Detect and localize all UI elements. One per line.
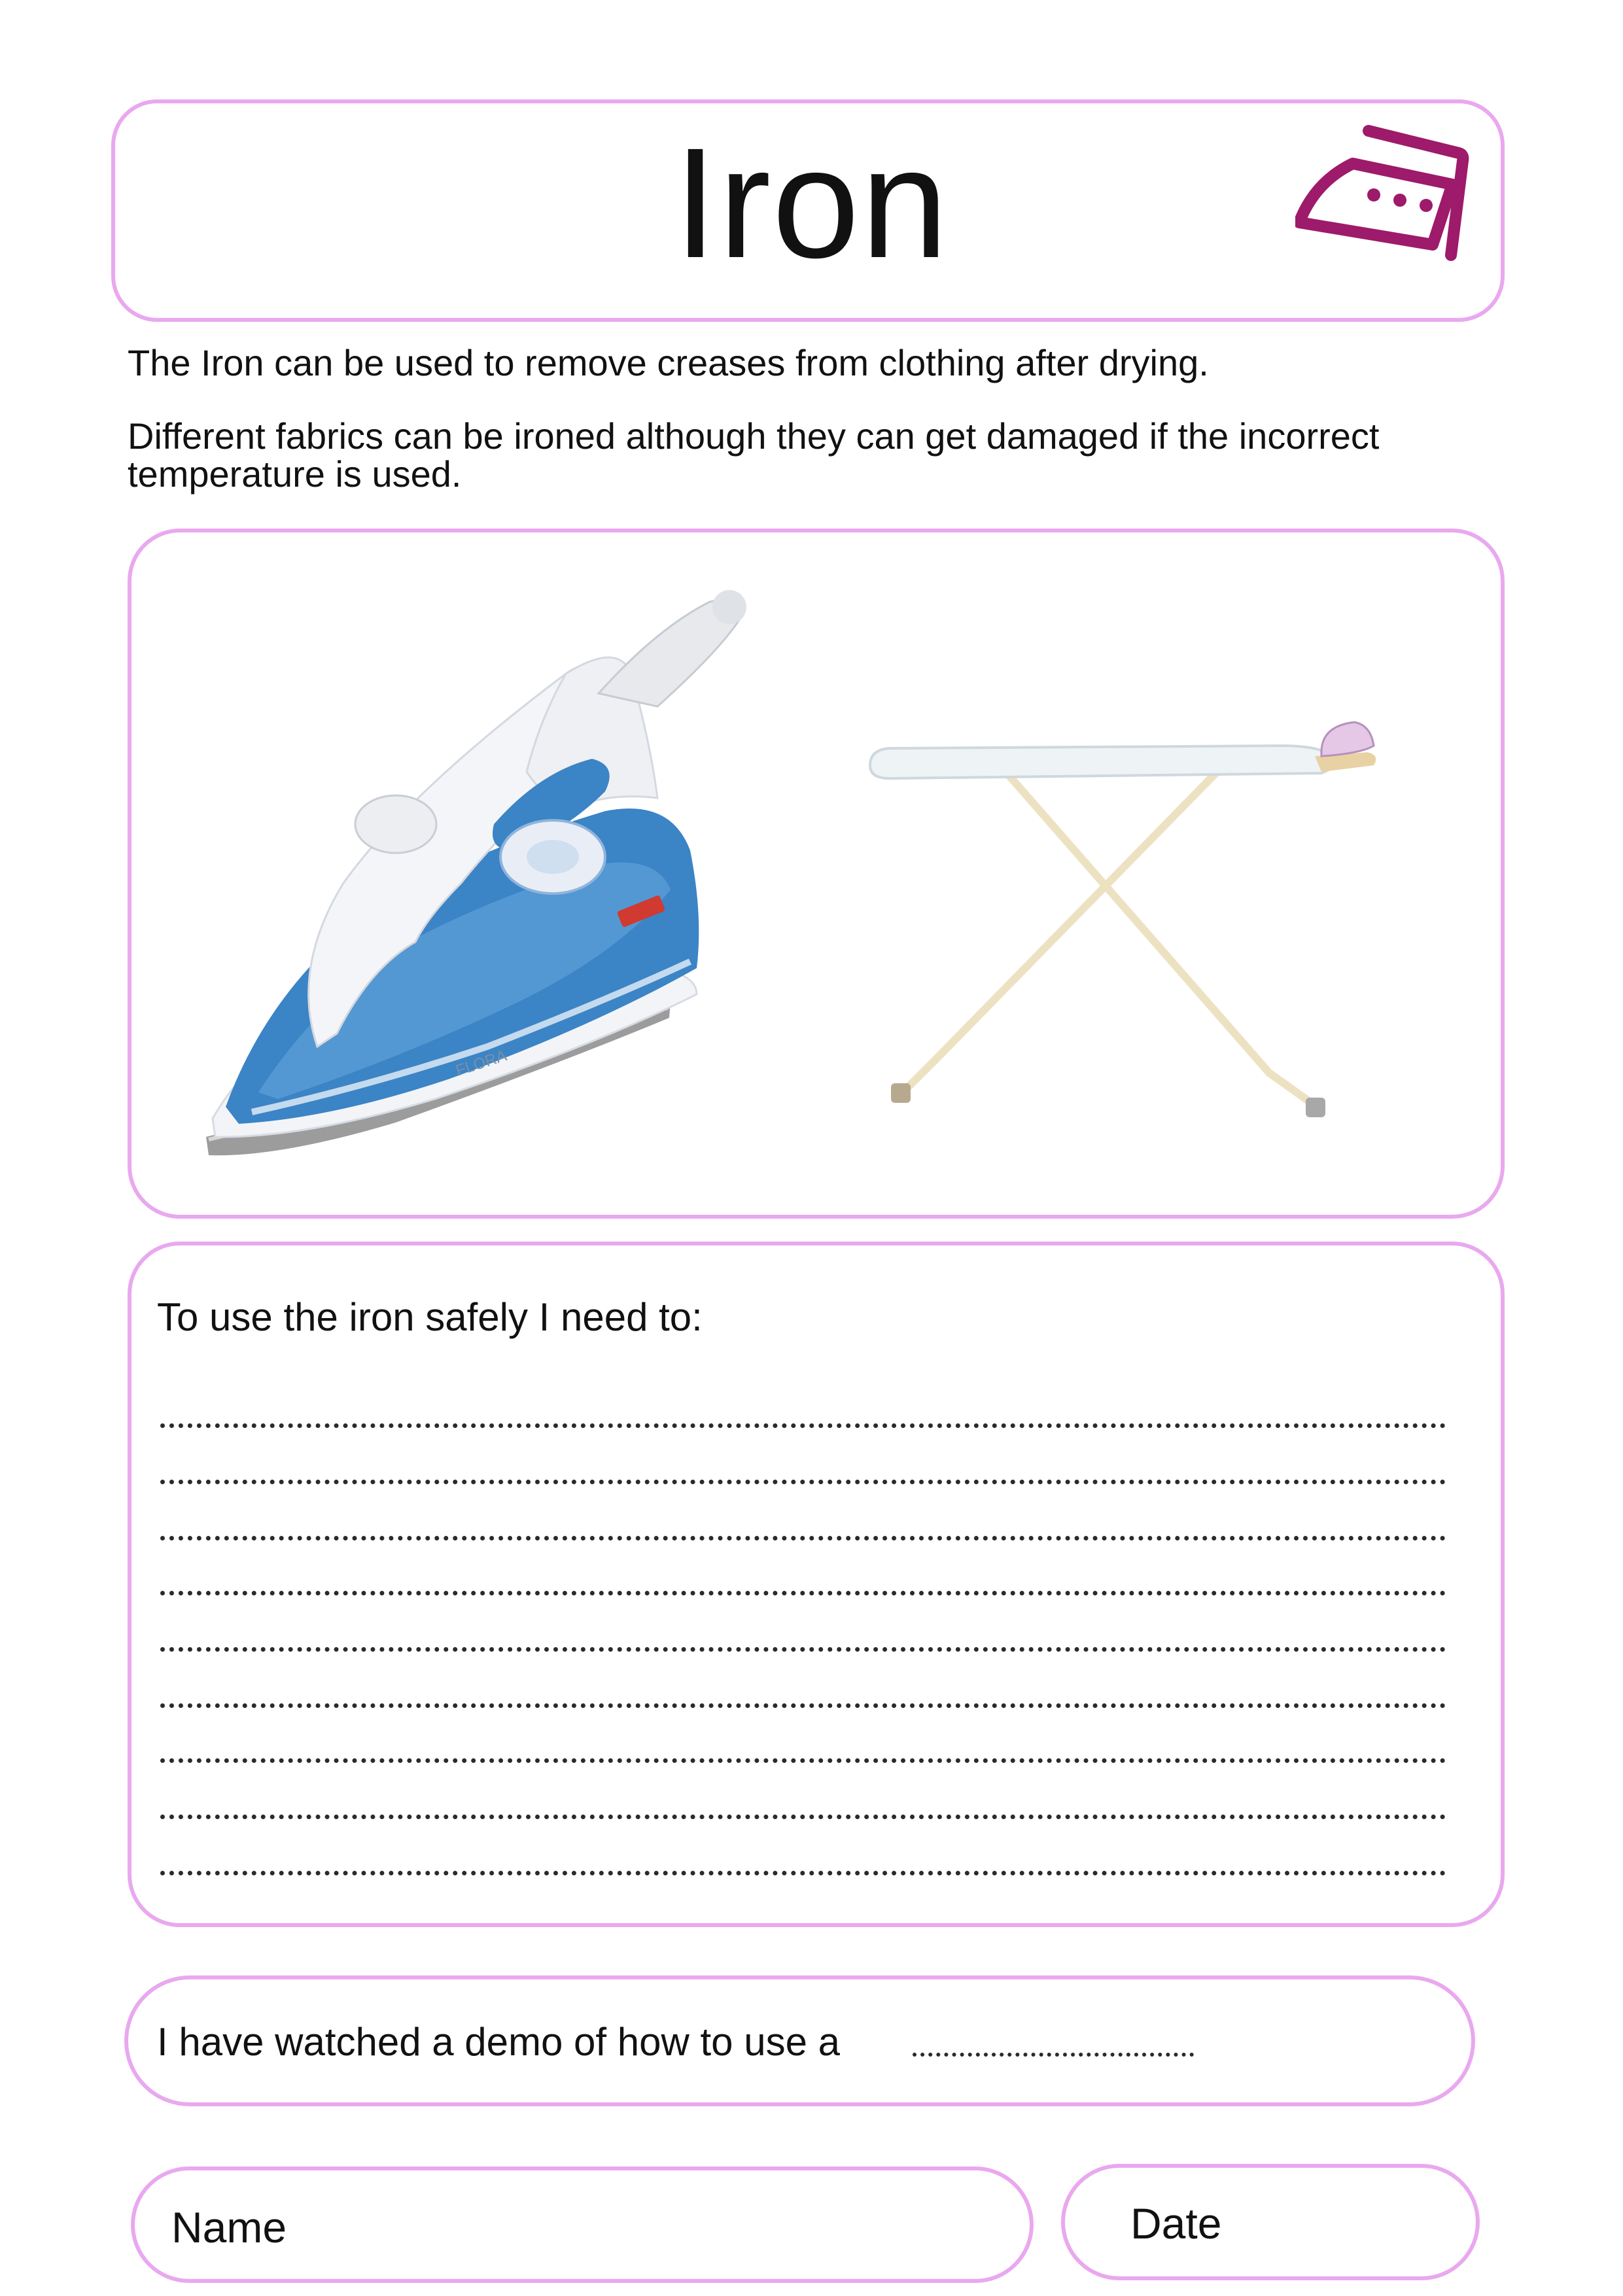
answer-line[interactable] bbox=[160, 1423, 1446, 1428]
answer-line[interactable] bbox=[160, 1815, 1446, 1819]
page-title: Iron bbox=[673, 115, 950, 290]
iron-icon bbox=[1295, 116, 1472, 273]
answer-line[interactable] bbox=[160, 1536, 1446, 1540]
name-label: Name bbox=[171, 2203, 287, 2252]
ironing-board-image bbox=[864, 720, 1400, 1138]
answer-line[interactable] bbox=[160, 1758, 1446, 1763]
answer-line[interactable] bbox=[160, 1871, 1446, 1875]
steam-iron-image bbox=[200, 576, 841, 1164]
intro-text-2: Different fabrics can be ironed although they can get damaged if the incorrect temperature is used. bbox=[128, 415, 1380, 495]
safety-panel bbox=[128, 1242, 1505, 1927]
safety-prompt: To use the iron safely I need to: bbox=[157, 1295, 703, 1339]
answer-line[interactable] bbox=[160, 1480, 1446, 1484]
answer-line[interactable] bbox=[160, 1647, 1446, 1652]
intro-text-1: The Iron can be used to remove creases from clothing after drying. bbox=[128, 342, 1209, 383]
date-label: Date bbox=[1130, 2199, 1222, 2248]
date-field[interactable] bbox=[1061, 2164, 1480, 2280]
answer-line[interactable] bbox=[160, 1591, 1446, 1595]
demo-statement: I have watched a demo of how to use a bbox=[157, 2020, 840, 2064]
demo-answer-blank[interactable] bbox=[913, 2053, 1194, 2057]
answer-line[interactable] bbox=[160, 1703, 1446, 1708]
iron-brand-label: FLORA bbox=[453, 1047, 509, 1080]
